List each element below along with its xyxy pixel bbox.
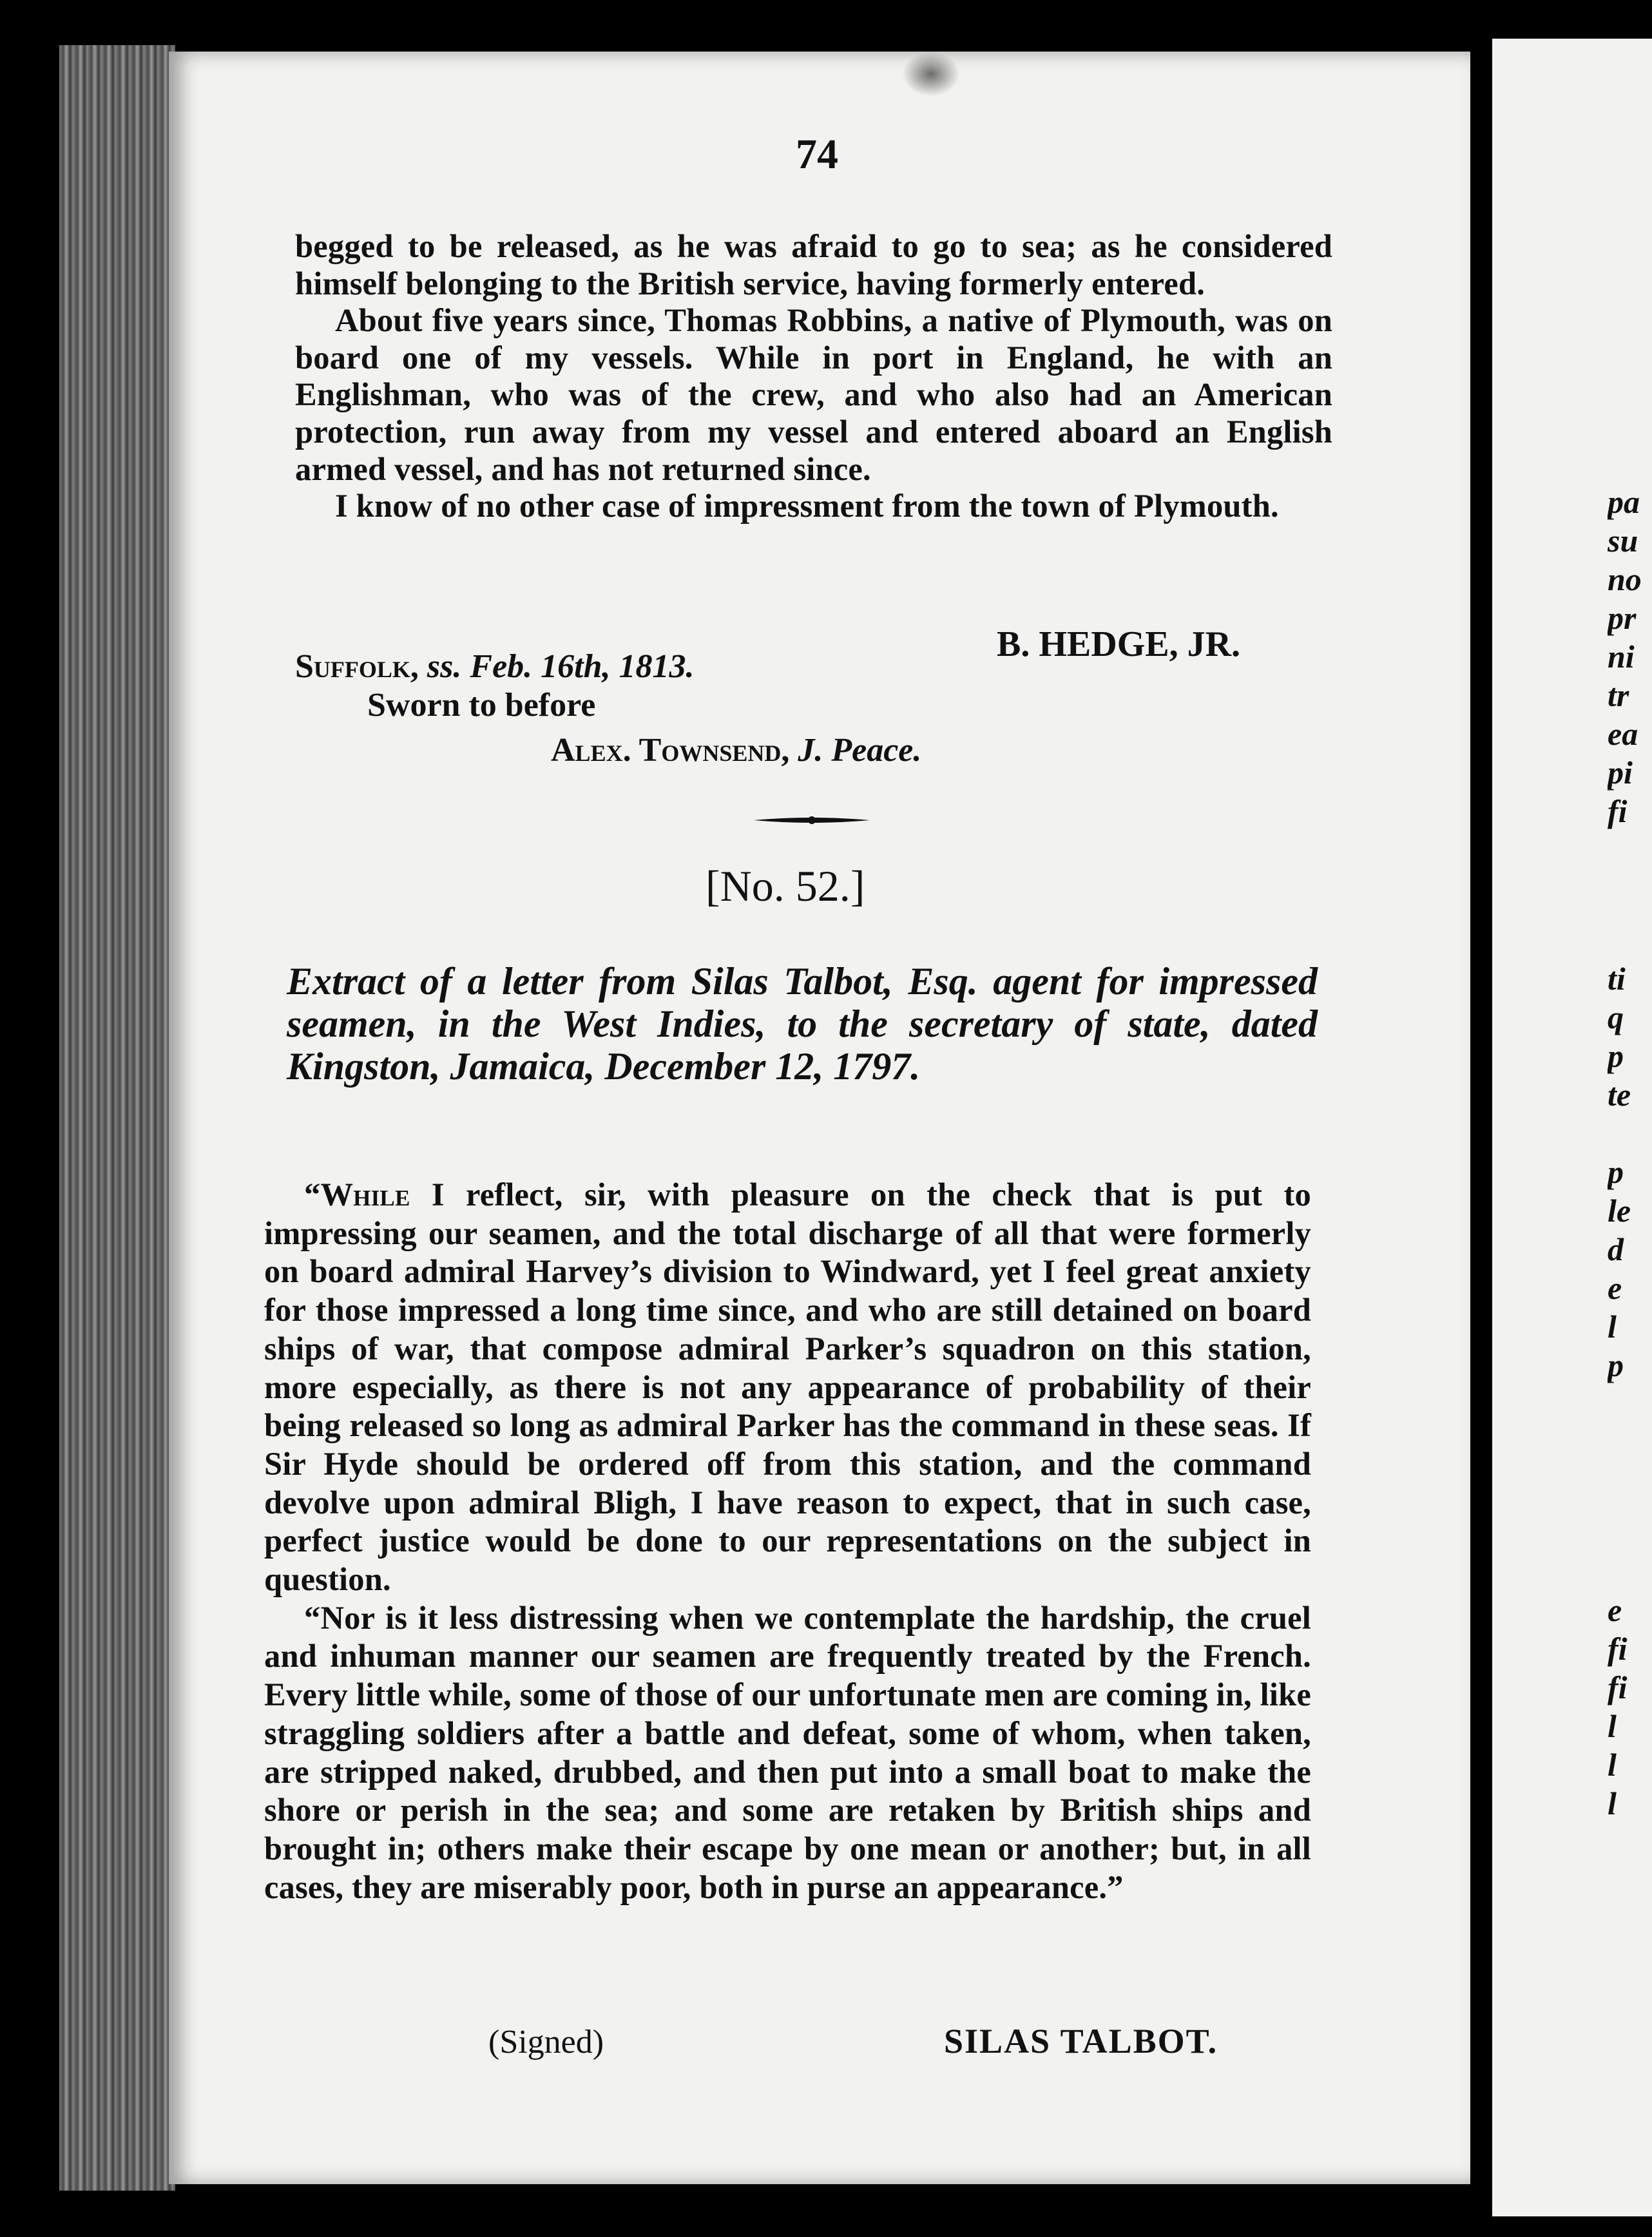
edge-fragment: p [1608,1154,1624,1190]
letter-opening-word: “While [304,1176,410,1213]
edge-fragment: l [1608,1708,1617,1744]
paragraph-no-other-case: I know of no other case of impressment from the town of Plymouth. [335,488,1279,524]
edge-fragment: tr [1608,677,1629,713]
signature-talbot: SILAS TALBOT. [944,2022,1218,2060]
edge-fragment: no [1608,561,1642,597]
letter-paragraph-1-text: I reflect, sir, with pleasure on the check that is put to impressing our seamen, and the total discharge of all that were formerly on board admiral Harvey’s division to Windward, yet I feel great anxiety for those impressed a long time since, and who are still detained on board ships of war, that compose admiral Parker’s squadron on this station, more especially, as there is not any appearance of probability of their being released so long as admiral Parker has the command in these seas. If Sir Hyde should be ordered off from this station, and the command devolve upon admiral Bligh, I have reason to expect, that in such case, perfect justice would be done to our representations on the subject in question. [264,1176,1311,1598]
edge-fragment: l [1608,1309,1617,1345]
section-divider-ornament [754,815,870,825]
justice-title: J. Peace. [798,732,922,769]
edge-fragment: pa [1608,484,1640,520]
edge-fragment: fi [1608,1669,1628,1705]
book-spine [59,45,175,2191]
opening-text [295,228,1332,525]
edge-fragment: p [1608,1347,1624,1383]
letter-paragraph-2: “Nor is it less distressing when we contemplate the hardship, the cruel and inhuman manner our seamen are frequently treated by the French. Every little while, some of those of our unfortunate men are coming in, like straggling soldiers after a battle and defeat, some of whom, when taken, are stripped naked, drubbed, and then put into a small boat to make the shore or perish in the sea; and some are retaken by British ships and brought in; others make their escape by one mean or another; but, in all cases, they are miserably poor, both in purse an appearance.” [264,1599,1311,1905]
letter-paragraph-1 [264,1176,1311,1599]
edge-fragment: l [1608,1785,1617,1821]
edge-fragment: su [1608,523,1638,559]
jurisdiction-line [295,648,695,686]
edge-fragment: l [1608,1747,1617,1783]
edge-fragment: d [1608,1231,1624,1267]
edge-fragment: q [1608,999,1624,1035]
jurisdiction-county: Suffolk, [295,648,419,685]
edge-fragment: fi [1608,793,1628,829]
letter-body [264,1176,1311,1906]
edge-fragment: fi [1608,1631,1628,1667]
edge-fragment: ti [1608,961,1626,997]
paragraph-robbins: About five years since, Thomas Robbins, a native of Plymouth, was on board one of my vessels. While in port in England, he with an Englishman, who was of the crew, and who also had an American protection, run away from my vessel and entered aboard an English armed vessel, and has not returned since. [295,302,1332,487]
edge-fragment: le [1608,1193,1631,1229]
page-gutter [1470,0,1492,2237]
facing-page [1492,39,1652,2216]
signature-hedge: B. HEDGE, JR. [997,624,1241,664]
jurisdiction-date: ss. Feb. 16th, 1813. [427,648,695,685]
edge-fragment: pr [1608,600,1637,636]
edge-fragment: e [1608,1270,1622,1306]
edge-fragment: ea [1608,716,1638,752]
page-number: 74 [796,131,838,178]
edge-fragment: e [1608,1592,1622,1628]
signed-label: (Signed) [488,2024,604,2060]
scan-smudge [902,52,960,97]
edge-fragment: te [1608,1077,1631,1113]
justice-name: Alex. Townsend, [551,732,790,769]
paragraph-continuation: begged to be released, as he was afraid to go to sea; as he considered himself belonging to the British service, having formerly entered. [295,228,1332,302]
extract-heading: Extract of a letter from Silas Talbot, Esq. agent for impressed seamen, in the West Indies, to the secretary of state, dated Kingston, Jamaica, December 12, 1797. [287,960,1318,1088]
justice-line [551,731,921,770]
edge-fragment: ni [1608,638,1635,675]
edge-fragment: pi [1608,754,1633,791]
sworn-line: Sworn to before [367,687,596,724]
edge-fragment: p [1608,1038,1624,1074]
document-number: [No. 52.] [706,861,865,910]
